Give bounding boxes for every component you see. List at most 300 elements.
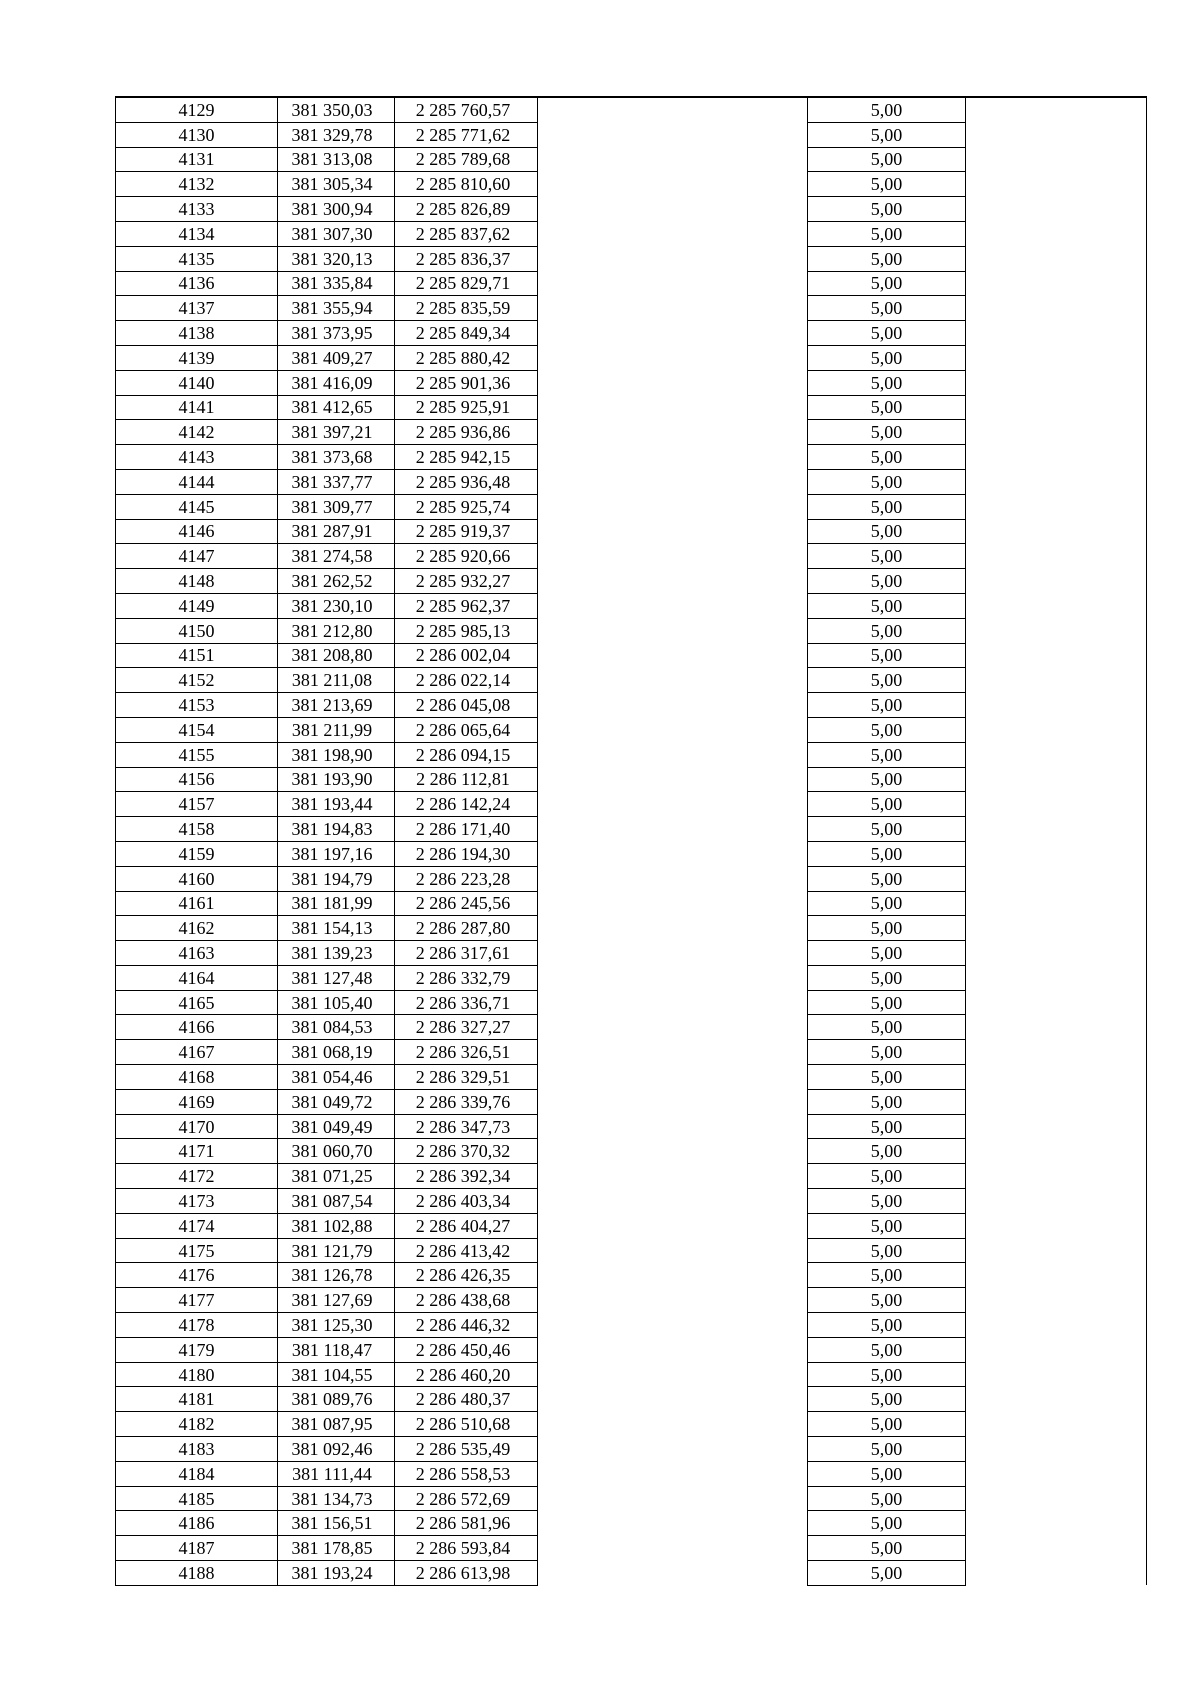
- blank-cell: [966, 321, 1147, 346]
- accuracy-value: 5,00: [808, 643, 966, 668]
- accuracy-value: 5,00: [808, 1486, 966, 1511]
- blank-cell: [966, 742, 1147, 767]
- point-number: 4185: [116, 1486, 278, 1511]
- accuracy-value: 5,00: [808, 1213, 966, 1238]
- coord-x: 381 337,77: [278, 469, 395, 494]
- point-number: 4145: [116, 494, 278, 519]
- blank-cell: [538, 197, 808, 222]
- blank-cell: [966, 1065, 1147, 1090]
- table-row: [116, 817, 1147, 842]
- accuracy-value: 5,00: [808, 172, 966, 197]
- blank-cell: [966, 1089, 1147, 1114]
- blank-cell: [966, 1561, 1147, 1586]
- coord-x: 381 416,09: [278, 370, 395, 395]
- table-row: [116, 1114, 1147, 1139]
- table-row: [116, 519, 1147, 544]
- coord-y: 2 286 480,37: [395, 1387, 538, 1412]
- blank-cell: [966, 1536, 1147, 1561]
- blank-cell: [966, 271, 1147, 296]
- coord-x: 381 134,73: [278, 1486, 395, 1511]
- point-number: 4135: [116, 246, 278, 271]
- coord-y: 2 286 329,51: [395, 1065, 538, 1090]
- coord-x: 381 049,49: [278, 1114, 395, 1139]
- table-row: [116, 1263, 1147, 1288]
- coord-y: 2 286 572,69: [395, 1486, 538, 1511]
- point-number: 4170: [116, 1114, 278, 1139]
- coord-y: 2 285 925,74: [395, 494, 538, 519]
- coord-x: 381 089,76: [278, 1387, 395, 1412]
- blank-cell: [966, 544, 1147, 569]
- coord-y: 2 286 446,32: [395, 1313, 538, 1338]
- point-number: 4157: [116, 792, 278, 817]
- point-number: 4168: [116, 1065, 278, 1090]
- accuracy-value: 5,00: [808, 197, 966, 222]
- accuracy-value: 5,00: [808, 370, 966, 395]
- point-number: 4143: [116, 445, 278, 470]
- blank-cell: [966, 420, 1147, 445]
- blank-cell: [538, 519, 808, 544]
- accuracy-value: 5,00: [808, 519, 966, 544]
- coord-x: 381 193,24: [278, 1561, 395, 1586]
- table-row: [116, 866, 1147, 891]
- blank-cell: [966, 1238, 1147, 1263]
- coord-x: 381 127,69: [278, 1288, 395, 1313]
- coord-x: 381 230,10: [278, 593, 395, 618]
- point-number: 4141: [116, 395, 278, 420]
- blank-cell: [966, 1189, 1147, 1214]
- point-number: 4158: [116, 817, 278, 842]
- accuracy-value: 5,00: [808, 916, 966, 941]
- coord-y: 2 285 826,89: [395, 197, 538, 222]
- blank-cell: [966, 494, 1147, 519]
- accuracy-value: 5,00: [808, 1238, 966, 1263]
- blank-cell: [966, 1362, 1147, 1387]
- coord-y: 2 286 339,76: [395, 1089, 538, 1114]
- table-row: [116, 1511, 1147, 1536]
- table-row: [116, 544, 1147, 569]
- coord-y: 2 286 287,80: [395, 916, 538, 941]
- blank-cell: [538, 1263, 808, 1288]
- coord-x: 381 300,94: [278, 197, 395, 222]
- table-row: [116, 1387, 1147, 1412]
- accuracy-value: 5,00: [808, 1387, 966, 1412]
- coord-x: 381 373,68: [278, 445, 395, 470]
- blank-cell: [966, 965, 1147, 990]
- table-row: [116, 916, 1147, 941]
- blank-cell: [538, 1362, 808, 1387]
- point-number: 4139: [116, 345, 278, 370]
- coord-x: 381 181,99: [278, 891, 395, 916]
- coord-x: 381 178,85: [278, 1536, 395, 1561]
- coord-y: 2 286 327,27: [395, 1015, 538, 1040]
- coord-x: 381 309,77: [278, 494, 395, 519]
- table-row: [116, 1065, 1147, 1090]
- point-number: 4163: [116, 941, 278, 966]
- coord-y: 2 286 413,42: [395, 1238, 538, 1263]
- blank-cell: [538, 618, 808, 643]
- coord-x: 381 102,88: [278, 1213, 395, 1238]
- table-row: [116, 246, 1147, 271]
- point-number: 4156: [116, 767, 278, 792]
- table-row: [116, 221, 1147, 246]
- coord-x: 381 087,95: [278, 1412, 395, 1437]
- point-number: 4167: [116, 1040, 278, 1065]
- table-row: [116, 147, 1147, 172]
- accuracy-value: 5,00: [808, 1561, 966, 1586]
- table-row: [116, 271, 1147, 296]
- table-row: [116, 767, 1147, 792]
- coord-x: 381 409,27: [278, 345, 395, 370]
- accuracy-value: 5,00: [808, 395, 966, 420]
- accuracy-value: 5,00: [808, 1040, 966, 1065]
- table-row: [116, 792, 1147, 817]
- point-number: 4131: [116, 147, 278, 172]
- blank-cell: [538, 544, 808, 569]
- accuracy-value: 5,00: [808, 1536, 966, 1561]
- coord-y: 2 286 002,04: [395, 643, 538, 668]
- accuracy-value: 5,00: [808, 841, 966, 866]
- blank-cell: [538, 1015, 808, 1040]
- blank-cell: [538, 420, 808, 445]
- coord-y: 2 285 789,68: [395, 147, 538, 172]
- coord-x: 381 127,48: [278, 965, 395, 990]
- accuracy-value: 5,00: [808, 742, 966, 767]
- accuracy-value: 5,00: [808, 941, 966, 966]
- table-row: [116, 1461, 1147, 1486]
- coord-x: 381 193,90: [278, 767, 395, 792]
- blank-cell: [538, 122, 808, 147]
- table-row: [116, 965, 1147, 990]
- blank-cell: [966, 618, 1147, 643]
- coord-y: 2 285 920,66: [395, 544, 538, 569]
- blank-cell: [966, 1139, 1147, 1164]
- blank-cell: [966, 1461, 1147, 1486]
- blank-cell: [538, 271, 808, 296]
- point-number: 4155: [116, 742, 278, 767]
- accuracy-value: 5,00: [808, 1139, 966, 1164]
- table-row: [116, 1164, 1147, 1189]
- coord-x: 381 111,44: [278, 1461, 395, 1486]
- table-row: [116, 1213, 1147, 1238]
- blank-cell: [966, 122, 1147, 147]
- table-row: [116, 395, 1147, 420]
- blank-cell: [966, 841, 1147, 866]
- point-number: 4142: [116, 420, 278, 445]
- table-row: [116, 469, 1147, 494]
- coord-y: 2 286 332,79: [395, 965, 538, 990]
- accuracy-value: 5,00: [808, 1089, 966, 1114]
- coord-y: 2 286 581,96: [395, 1511, 538, 1536]
- accuracy-value: 5,00: [808, 569, 966, 594]
- accuracy-value: 5,00: [808, 1288, 966, 1313]
- coord-x: 381 084,53: [278, 1015, 395, 1040]
- coord-x: 381 126,78: [278, 1263, 395, 1288]
- coord-y: 2 286 535,49: [395, 1437, 538, 1462]
- point-number: 4165: [116, 990, 278, 1015]
- coord-y: 2 286 112,81: [395, 767, 538, 792]
- blank-cell: [538, 1437, 808, 1462]
- accuracy-value: 5,00: [808, 271, 966, 296]
- table-row: [116, 1040, 1147, 1065]
- table-row: [116, 420, 1147, 445]
- coord-y: 2 285 932,27: [395, 569, 538, 594]
- coord-y: 2 285 901,36: [395, 370, 538, 395]
- table-row: [116, 593, 1147, 618]
- blank-cell: [538, 1313, 808, 1338]
- coord-x: 381 208,80: [278, 643, 395, 668]
- blank-cell: [966, 296, 1147, 321]
- coord-y: 2 286 347,73: [395, 1114, 538, 1139]
- coord-x: 381 104,55: [278, 1362, 395, 1387]
- blank-cell: [966, 469, 1147, 494]
- coord-x: 381 156,51: [278, 1511, 395, 1536]
- point-number: 4160: [116, 866, 278, 891]
- accuracy-value: 5,00: [808, 544, 966, 569]
- blank-cell: [538, 1040, 808, 1065]
- blank-cell: [538, 668, 808, 693]
- table-row: [116, 197, 1147, 222]
- point-number: 4171: [116, 1139, 278, 1164]
- accuracy-value: 5,00: [808, 445, 966, 470]
- point-number: 4173: [116, 1189, 278, 1214]
- point-number: 4149: [116, 593, 278, 618]
- blank-cell: [538, 717, 808, 742]
- blank-cell: [966, 445, 1147, 470]
- point-number: 4153: [116, 693, 278, 718]
- coord-y: 2 286 022,14: [395, 668, 538, 693]
- blank-cell: [538, 1412, 808, 1437]
- coord-y: 2 286 194,30: [395, 841, 538, 866]
- coord-x: 381 211,99: [278, 717, 395, 742]
- blank-cell: [538, 1486, 808, 1511]
- coord-y: 2 286 392,34: [395, 1164, 538, 1189]
- blank-cell: [538, 990, 808, 1015]
- accuracy-value: 5,00: [808, 1015, 966, 1040]
- table-row: [116, 97, 1147, 122]
- table-row: [116, 717, 1147, 742]
- blank-cell: [538, 1461, 808, 1486]
- blank-cell: [966, 172, 1147, 197]
- point-number: 4169: [116, 1089, 278, 1114]
- table-row: [116, 1486, 1147, 1511]
- point-number: 4151: [116, 643, 278, 668]
- blank-cell: [966, 1486, 1147, 1511]
- coord-x: 381 087,54: [278, 1189, 395, 1214]
- blank-cell: [966, 1164, 1147, 1189]
- coord-y: 2 286 403,34: [395, 1189, 538, 1214]
- table-row: [116, 1362, 1147, 1387]
- accuracy-value: 5,00: [808, 1114, 966, 1139]
- table-row: [116, 891, 1147, 916]
- table-row: [116, 941, 1147, 966]
- coord-y: 2 286 142,24: [395, 792, 538, 817]
- coord-y: 2 286 171,40: [395, 817, 538, 842]
- coord-x: 381 092,46: [278, 1437, 395, 1462]
- blank-cell: [538, 1511, 808, 1536]
- coord-y: 2 286 450,46: [395, 1337, 538, 1362]
- point-number: 4130: [116, 122, 278, 147]
- blank-cell: [538, 1139, 808, 1164]
- point-number: 4148: [116, 569, 278, 594]
- coord-y: 2 285 985,13: [395, 618, 538, 643]
- blank-cell: [966, 916, 1147, 941]
- accuracy-value: 5,00: [808, 122, 966, 147]
- accuracy-value: 5,00: [808, 97, 966, 122]
- accuracy-value: 5,00: [808, 965, 966, 990]
- coord-y: 2 285 942,15: [395, 445, 538, 470]
- coord-x: 381 068,19: [278, 1040, 395, 1065]
- blank-cell: [966, 246, 1147, 271]
- coord-y: 2 286 326,51: [395, 1040, 538, 1065]
- blank-cell: [966, 1114, 1147, 1139]
- table-row: [116, 1089, 1147, 1114]
- coord-x: 381 305,34: [278, 172, 395, 197]
- coord-y: 2 285 771,62: [395, 122, 538, 147]
- coord-y: 2 286 370,32: [395, 1139, 538, 1164]
- accuracy-value: 5,00: [808, 866, 966, 891]
- coord-x: 381 054,46: [278, 1065, 395, 1090]
- blank-cell: [538, 1114, 808, 1139]
- coord-y: 2 286 094,15: [395, 742, 538, 767]
- coord-x: 381 139,23: [278, 941, 395, 966]
- blank-cell: [538, 246, 808, 271]
- table-row: [116, 742, 1147, 767]
- blank-cell: [966, 817, 1147, 842]
- blank-cell: [966, 197, 1147, 222]
- table-row: [116, 841, 1147, 866]
- coord-x: 381 307,30: [278, 221, 395, 246]
- accuracy-value: 5,00: [808, 1337, 966, 1362]
- accuracy-value: 5,00: [808, 321, 966, 346]
- table-row: [116, 1536, 1147, 1561]
- blank-cell: [966, 1511, 1147, 1536]
- blank-cell: [966, 97, 1147, 122]
- point-number: 4179: [116, 1337, 278, 1362]
- table-row: [116, 618, 1147, 643]
- coord-x: 381 397,21: [278, 420, 395, 445]
- point-number: 4181: [116, 1387, 278, 1412]
- table-row: [116, 321, 1147, 346]
- point-number: 4133: [116, 197, 278, 222]
- blank-cell: [538, 1337, 808, 1362]
- coord-x: 381 194,83: [278, 817, 395, 842]
- blank-cell: [966, 1040, 1147, 1065]
- coord-y: 2 285 936,86: [395, 420, 538, 445]
- point-number: 4152: [116, 668, 278, 693]
- blank-cell: [538, 693, 808, 718]
- blank-cell: [966, 569, 1147, 594]
- point-number: 4136: [116, 271, 278, 296]
- coord-y: 2 286 317,61: [395, 941, 538, 966]
- point-number: 4178: [116, 1313, 278, 1338]
- blank-cell: [966, 668, 1147, 693]
- blank-cell: [538, 767, 808, 792]
- point-number: 4172: [116, 1164, 278, 1189]
- blank-cell: [966, 717, 1147, 742]
- blank-cell: [538, 916, 808, 941]
- coord-x: 381 194,79: [278, 866, 395, 891]
- accuracy-value: 5,00: [808, 891, 966, 916]
- blank-cell: [966, 519, 1147, 544]
- coord-y: 2 286 045,08: [395, 693, 538, 718]
- coord-x: 381 412,65: [278, 395, 395, 420]
- coord-x: 381 350,03: [278, 97, 395, 122]
- accuracy-value: 5,00: [808, 221, 966, 246]
- accuracy-value: 5,00: [808, 1164, 966, 1189]
- blank-cell: [538, 1561, 808, 1586]
- blank-cell: [966, 891, 1147, 916]
- blank-cell: [966, 345, 1147, 370]
- coord-x: 381 262,52: [278, 569, 395, 594]
- coord-y: 2 286 613,98: [395, 1561, 538, 1586]
- blank-cell: [966, 1387, 1147, 1412]
- point-number: 4144: [116, 469, 278, 494]
- coord-y: 2 286 558,53: [395, 1461, 538, 1486]
- coord-y: 2 285 835,59: [395, 296, 538, 321]
- blank-cell: [966, 990, 1147, 1015]
- table-row: [116, 1561, 1147, 1586]
- accuracy-value: 5,00: [808, 792, 966, 817]
- coord-x: 381 313,08: [278, 147, 395, 172]
- accuracy-value: 5,00: [808, 817, 966, 842]
- coordinate-table: [115, 96, 1147, 1586]
- point-number: 4184: [116, 1461, 278, 1486]
- coord-x: 381 274,58: [278, 544, 395, 569]
- point-number: 4162: [116, 916, 278, 941]
- table-row: [116, 1288, 1147, 1313]
- table-row: [116, 1437, 1147, 1462]
- coord-y: 2 286 065,64: [395, 717, 538, 742]
- table-row: [116, 122, 1147, 147]
- point-number: 4187: [116, 1536, 278, 1561]
- coord-x: 381 373,95: [278, 321, 395, 346]
- table-row: [116, 296, 1147, 321]
- accuracy-value: 5,00: [808, 717, 966, 742]
- blank-cell: [966, 1337, 1147, 1362]
- table-row: [116, 1139, 1147, 1164]
- blank-cell: [538, 345, 808, 370]
- coord-x: 381 211,08: [278, 668, 395, 693]
- blank-cell: [538, 321, 808, 346]
- coord-x: 381 060,70: [278, 1139, 395, 1164]
- blank-cell: [966, 1412, 1147, 1437]
- coord-x: 381 197,16: [278, 841, 395, 866]
- coord-y: 2 286 223,28: [395, 866, 538, 891]
- point-number: 4146: [116, 519, 278, 544]
- table-row: [116, 494, 1147, 519]
- coord-y: 2 285 829,71: [395, 271, 538, 296]
- accuracy-value: 5,00: [808, 246, 966, 271]
- point-number: 4166: [116, 1015, 278, 1040]
- accuracy-value: 5,00: [808, 469, 966, 494]
- blank-cell: [538, 1213, 808, 1238]
- table-row: [116, 693, 1147, 718]
- table-row: [116, 172, 1147, 197]
- accuracy-value: 5,00: [808, 1313, 966, 1338]
- blank-cell: [538, 445, 808, 470]
- blank-cell: [966, 866, 1147, 891]
- coord-y: 2 286 438,68: [395, 1288, 538, 1313]
- point-number: 4164: [116, 965, 278, 990]
- point-number: 4175: [116, 1238, 278, 1263]
- point-number: 4129: [116, 97, 278, 122]
- coord-x: 381 105,40: [278, 990, 395, 1015]
- blank-cell: [538, 1089, 808, 1114]
- coordinate-table-body: [116, 97, 1147, 1585]
- blank-cell: [538, 1238, 808, 1263]
- blank-cell: [966, 395, 1147, 420]
- blank-cell: [966, 767, 1147, 792]
